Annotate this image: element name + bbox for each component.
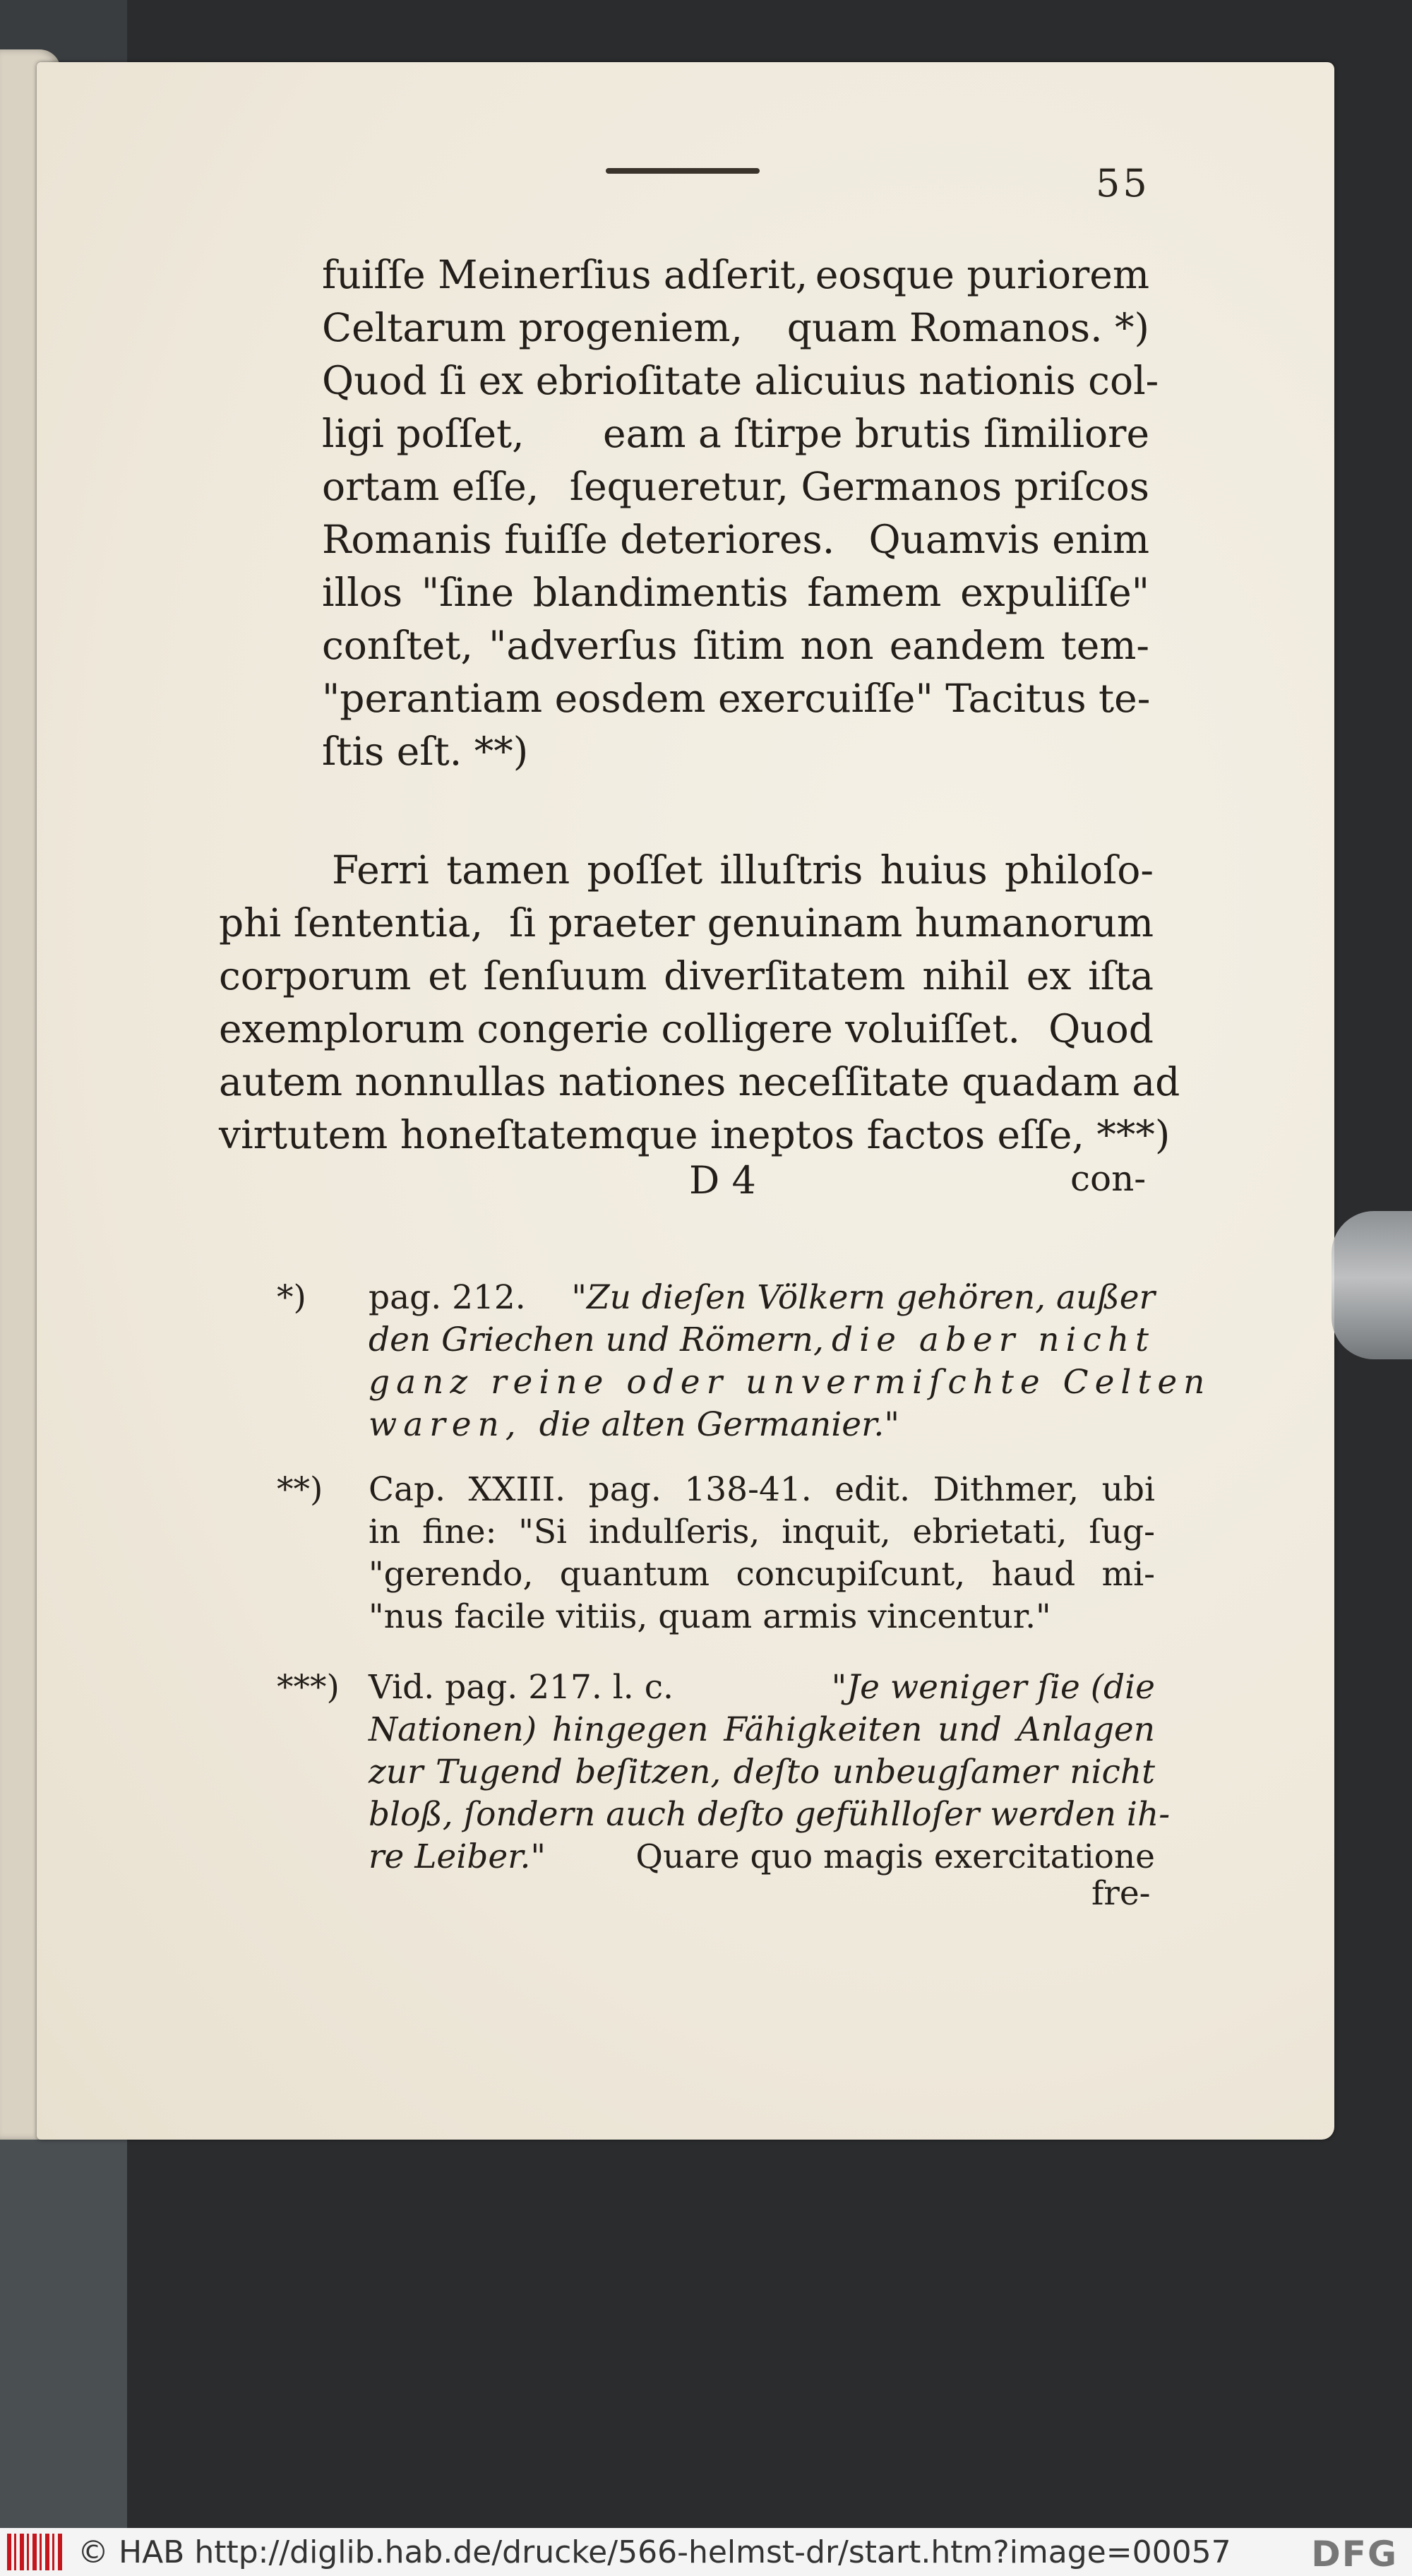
- header-rule: [606, 168, 760, 174]
- paragraph-1-line: [322, 302, 1149, 354]
- paragraph-1-line-text: Quod ſi ex ebrioſitate alicuius nationis col-: [322, 358, 1159, 403]
- paragraph-1-line: [322, 619, 1149, 672]
- paragraph-2-line: [219, 1109, 1171, 1162]
- footnote-3-line5b: Quare quo magis exercitatione: [635, 1837, 1155, 1876]
- footnote-1-line2b: die aber nicht: [832, 1320, 1155, 1359]
- paragraph-1-line: [322, 460, 1149, 513]
- footnote-2: [277, 1469, 1155, 1638]
- paragraph-1-line-text: Celtarum progeniem,: [322, 305, 743, 350]
- paragraph-2-line: [219, 950, 1154, 1003]
- footnote-1-line2a: den Griechen und Römern,: [369, 1320, 824, 1359]
- footnote-1-line1: "Zu dieſen Völkern gehören, außer: [571, 1278, 1155, 1317]
- paragraph-1-line-text: ortam eſſe,: [322, 464, 539, 509]
- paragraph-1-line-text: fuiſſe Meinerſius adſerit,: [322, 252, 808, 297]
- paragraph-1-line: [322, 566, 1149, 619]
- footnote-3-line3: zur Tugend beſitzen, deſto unbeugſamer nicht: [369, 1753, 1155, 1791]
- footnote-2-line4: "nus facile vitiis, quam armis vincentur.": [369, 1597, 1051, 1636]
- footnote-1: [277, 1277, 1211, 1446]
- footnote-3-line1: "Je weniger ſie (die: [831, 1668, 1155, 1707]
- page-clip: [1332, 1211, 1412, 1359]
- footnote-2-line1: Cap. XXIII. pag. 138-41. edit. Dithmer, ubi: [369, 1470, 1155, 1509]
- paragraph-1-line: [322, 513, 1149, 566]
- paragraph-2-line-text: exemplorum congerie colligere voluiſſet.: [219, 1006, 1020, 1051]
- paragraph-2-line-text: ſi praeter genuinam humanorum: [509, 900, 1154, 946]
- footer-bar: [0, 2528, 1412, 2576]
- footnote-catchword: fre-: [1091, 1874, 1151, 1913]
- paragraph-1-line: [322, 725, 1149, 778]
- paragraph-1-line-text: ſequeretur, Germanos priſcos: [569, 464, 1149, 509]
- footnote-2-line3: "gerendo, quantum concupiſcunt, haud mi-: [369, 1555, 1155, 1594]
- paragraph-1-line: [322, 672, 1149, 725]
- paragraph-2-line-text: Ferri tamen poſſet illuſtris huius philoſo-: [332, 847, 1154, 893]
- paragraph-2-line: [219, 1056, 1180, 1109]
- paragraph-2-line-text: Quod: [1048, 1006, 1154, 1051]
- paragraph-1-line-text: quam Romanos. *): [786, 305, 1149, 350]
- paragraph-2-line-text: virtutem honeſtatemque ineptos factos eſſe, ***): [219, 1112, 1171, 1157]
- background-left-lower: [0, 2140, 127, 2528]
- footnote-3-mark: ***): [277, 1668, 340, 1707]
- signature-mark: D 4: [689, 1158, 756, 1203]
- main-text-paragraph-2: [219, 844, 1180, 1162]
- dfg-logo: DFG: [1311, 2534, 1398, 2575]
- main-text-paragraph-1: [322, 249, 1159, 778]
- footnote-3-line2: Nationen) hingegen Fähigkeiten und Anlagen: [369, 1710, 1155, 1749]
- paragraph-1-line-text: ligi poſſet,: [322, 411, 525, 456]
- paragraph-2-line: [219, 1003, 1154, 1056]
- paragraph-1-line: [322, 407, 1149, 460]
- paragraph-1-line: [322, 354, 1159, 407]
- paragraph-1-line-text: eam a ſtirpe brutis ſimiliore: [603, 411, 1149, 456]
- paragraph-1-line-text: illos "ſine blandimentis famem expuliſſe": [322, 570, 1149, 615]
- footnote-3-line4: bloß, ſondern auch deſto gefühlloſer werden ih-: [369, 1795, 1171, 1834]
- paragraph-1-line-text: eosque puriorem: [815, 252, 1149, 297]
- paragraph-2-line-text: corporum et ſenſuum diverſitatem nihil ex iſta: [219, 953, 1154, 998]
- paragraph-2-line-text: autem nonnullas nationes neceſſitate quadam ad: [219, 1059, 1180, 1104]
- paragraph-1-line-text: "perantiam eosdem exercuiſſe" Tacitus te-: [322, 676, 1151, 721]
- footnote-1-line4b: die alten Germanier.": [539, 1405, 899, 1444]
- paragraph-2-line-text: phi ſententia,: [219, 900, 484, 946]
- footnote-2-line2: in fine: "Si indulſeris, inquit, ebrietati, ſug-: [369, 1513, 1155, 1551]
- footnote-1-ref: pag. 212.: [369, 1278, 526, 1317]
- paragraph-2-line: [219, 844, 1154, 897]
- catchword: con-: [1070, 1158, 1147, 1199]
- paragraph-1-line: [322, 249, 1149, 302]
- footnote-3-ref: Vid. pag. 217. l. c.: [369, 1668, 674, 1707]
- paragraph-1-line-text: Romanis fuiſſe deteriores.: [322, 517, 835, 562]
- page-number: 55: [1096, 161, 1150, 205]
- footnote-1-line4a: waren,: [369, 1405, 522, 1444]
- barcode-icon: [7, 2534, 64, 2570]
- paragraph-1-line-text: ſtis eſt. **): [322, 729, 529, 774]
- footnote-1-mark: *): [277, 1278, 306, 1317]
- paragraph-1-line-text: Quamvis enim: [868, 517, 1149, 562]
- footnote-3: [277, 1666, 1171, 1878]
- footnote-3-line5a: re Leiber.": [369, 1837, 546, 1876]
- footnote-1-line3: ganz reine oder unvermiſchte Celten: [369, 1363, 1211, 1402]
- paragraph-2-line: [219, 897, 1154, 950]
- footnote-2-mark: **): [277, 1470, 323, 1509]
- paragraph-1-line-text: conſtet, "adverſus ſitim non eandem tem-: [322, 623, 1149, 668]
- footer-link[interactable]: © HAB http://diglib.hab.de/drucke/566-helmst-dr/start.htm?image=00057: [78, 2534, 1231, 2570]
